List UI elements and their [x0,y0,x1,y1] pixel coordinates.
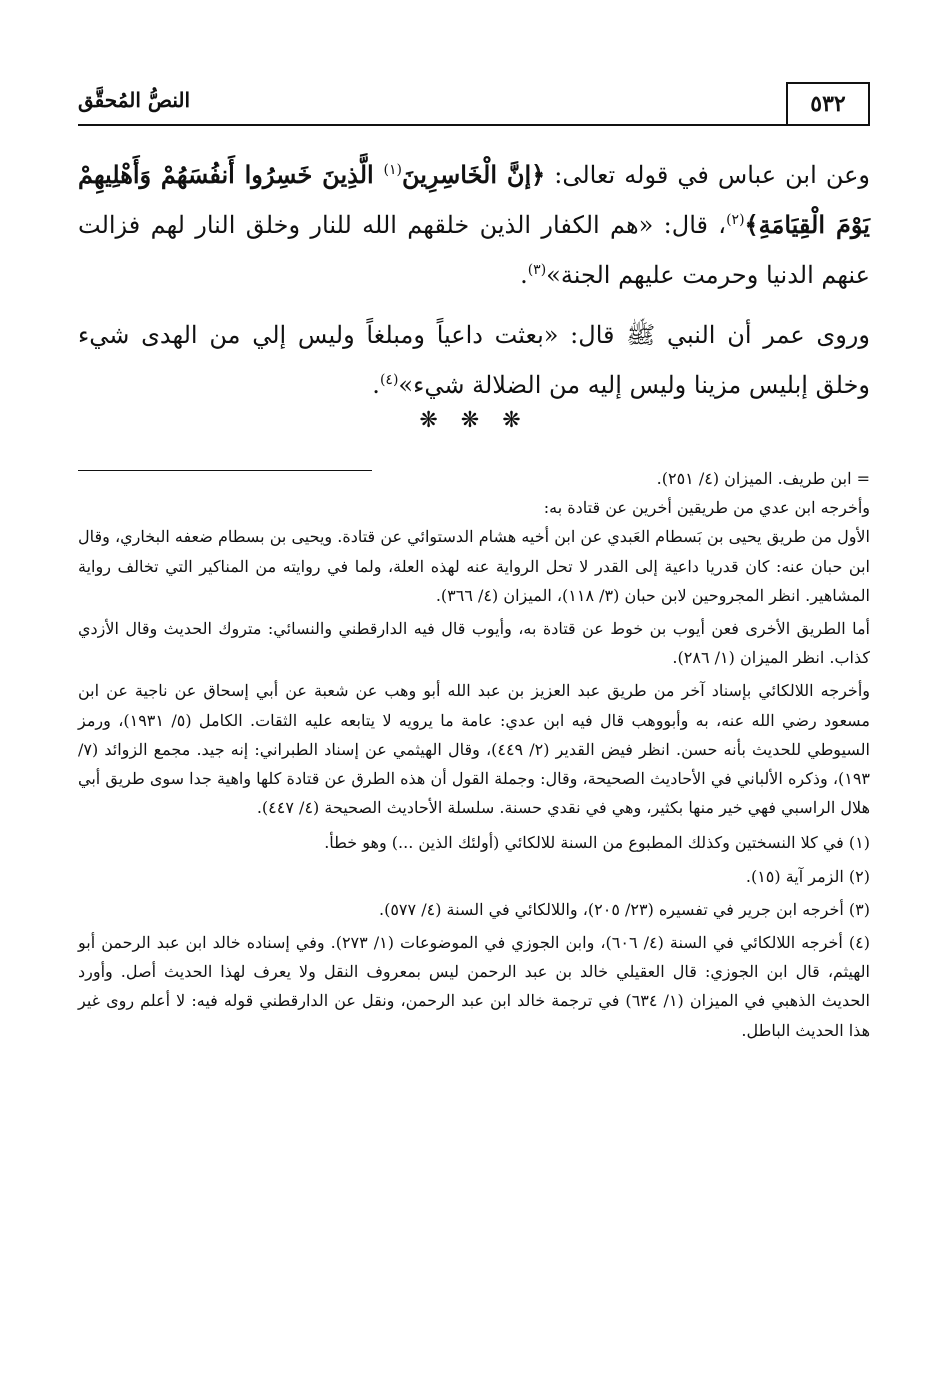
footnote-continuation-paragraph: أما الطريق الأخرى فعن أيوب بن خوط عن قتادة به، وأيوب قال فيه الدارقطني والنسائي: متروك الحديث وقال الأزدي كذاب. انظر الميزان (١/ ٢٨٦). [78,619,870,668]
section-separator: ❋ ❋ ❋ [419,408,529,433]
running-title: النصُّ المُحقَّق [78,88,191,112]
paragraph-1-rest: ، قال: «هم الكفار الذين خلقهم الله للنار وخلق النار لهم فزالت عنهم الدنيا وحرمت عليهم الجنة» [78,211,870,289]
footnote-continuation-paragraph: وأخرجه اللالكائي بإسناد آخر من طريق عبد العزيز بن عبد الله أبو وهب عن شعبة عن أبي إسحاق عن ناجية عن ابن مسعود رضي الله عنه، به وأبووهب قال فيه ابن عدي: عامة ما يرويه لا يتابعه عليه الثقات. الكامل (٥/ ١٩٣١)، ورمز السيوطي للحديث بأنه حسن. انظر فيض القدير (٢/ ٤٤٩)، وقال الهيثمي عن إسناد الطبراني: إنه جيد. مجمع الزوائد (٧/ ١٩٣)، وذكره الألباني في الأحاديث الصحيحة، وقال: وجملة القول أن هذه الطرق عن قتادة كلها واهية جدا سوى طريق أبي هلال الراسبي فهي خير منها بكثير، وهي في نقدي حسنة. سلسلة الأحاديث الصحيحة (٤/ ٤٤٧). [78,681,870,818]
footnote-ref-2: (٢) [726,212,745,228]
main-text [78,150,870,420]
paragraph-1-end: . [520,261,528,289]
footnote-continuation-paragraph: الأول من طريق يحيى بن بَسطام العَبدي عن ابن أخيه هشام الدستوائي عن قتادة. ويحيى بن بسطام ضعفه البخاري، وقال ابن حبان عنه: كان قدريا داعية إلى القدر لا تحل الرواية عنه لهذه العلة، ولما في روايته من المناكير التي تخالف رواية المشاهير. انظر المجروحين لابن حبان (٣/ ١١٨)، الميزان (٤/ ٣٦٦). [78,527,871,605]
page-header [78,78,870,130]
footnote-ref-3: (٣) [527,262,547,278]
footnotes [78,464,870,1045]
footnote-continuation-paragraph: وأخرجه ابن عدي من طريقين أخرين عن قتادة به: [543,498,870,518]
footnote-ref-1: (١) [383,162,402,178]
page-number: ٥٣٢ [786,82,870,126]
footnote-continuation-line: = ابن طريف. الميزان (٤/ ٢٥١). [656,469,870,488]
main-paragraph-1 [78,150,870,300]
footnote-3: (٣) أخرجه ابن جرير في تفسيره (٢٣/ ٢٠٥)، واللالكائي في السنة (٤/ ٥٧٧). [379,899,870,919]
paragraph-2-end: . [372,371,380,399]
quran-verse-continued: الَّذِينَ خَسِرُوا أَنفُسَهُمْ وَأَهْلِيهِمْ يَوْمَ الْقِيَامَةِ﴾ [78,160,870,239]
paragraph-1-intro: وعن ابن عباس في قوله تعالى: [545,161,871,189]
main-paragraph-2 [78,310,870,410]
paragraph-2-text: وروى عمر أن النبي ﷺ قال: «بعثت داعياً ومبلغاً وليس إلي من الهدى شيء وخلق إبليس مزينا وليس إليه من الضلالة شيء» [78,321,870,399]
footnote-4: (٤) أخرجه اللالكائي في السنة (٤/ ٦٠٦)، وابن الجوزي في الموضوعات (١/ ٢٧٣). وفي إسناده خالد ابن عبد الرحمن أبو الهيثم، قال ابن الجوزي: قال العقيلي خالد بن عبد الرحمن ليس بمعروف النقل ولا يعرف لهذا الحديث أصل. وأورد الحديث الذهبي في الميزان (١/ ٦٣٤) في ترجمة خالد ابن عبد الرحمن، ونقل عن الدارقطني قوله فيه: لا أعلم روى غير هذا الحديث الباطل. [78,933,871,1040]
footnote-1: (١) في كلا النسختين وكذلك المطبوع من السنة للالكائي (أولئك الذين ...) وهو خطأ. [324,833,870,853]
footnote-ref-4: (٤) [379,372,399,388]
quran-verse: ﴿إنَّ الْخَاسِرِينَ [401,160,546,189]
footnote-2: (٢) الزمر آية (١٥). [745,866,870,886]
header-rule [78,124,870,126]
